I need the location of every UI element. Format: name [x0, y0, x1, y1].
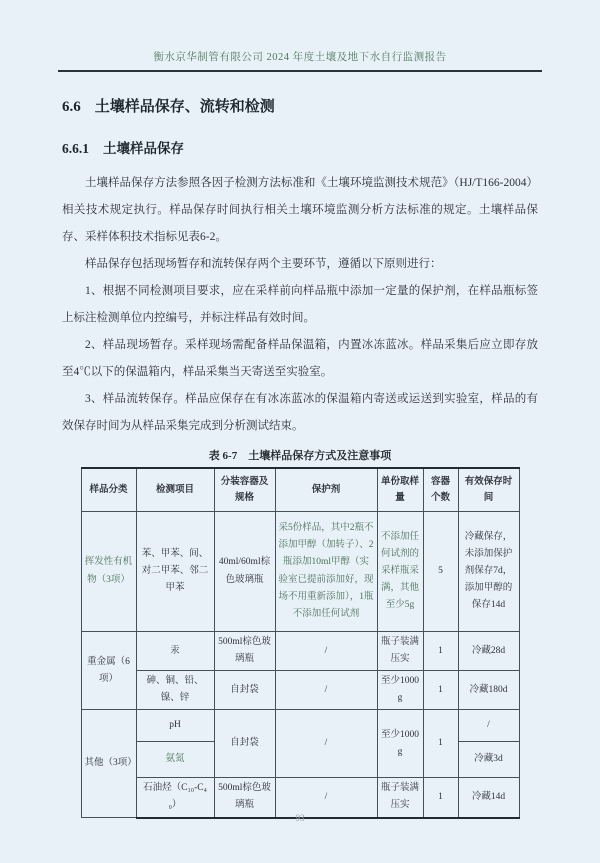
- paragraph-principles-intro: 样品保存包括现场暂存和流转保存两个主要环节，遵循以下原则进行：: [85, 258, 442, 270]
- storage-cell: 冷藏保存，未添加保护剂保存7d，添加甲醇的保存14d: [458, 512, 519, 632]
- storage-cell: 冷藏3d: [458, 742, 519, 778]
- amount-cell: 至少1000g: [377, 671, 423, 710]
- col-header-sample-class: 样品分类: [81, 468, 136, 512]
- protectant-cell: /: [275, 632, 377, 671]
- page-header: [58, 0, 542, 72]
- count-cell: 5: [423, 512, 458, 632]
- table-caption: 表 6-7 土壤样品保存方式及注意事项: [208, 450, 392, 462]
- amount-cell: 至少1000g: [377, 710, 423, 778]
- items-cell: 石油烃（C₁₀-C₄₀）: [136, 778, 214, 818]
- col-header-test-items: 检测项目: [136, 468, 214, 512]
- subsection-heading: [62, 137, 538, 157]
- count-cell: 1: [423, 632, 458, 671]
- container-cell: 500ml棕色玻璃瓶: [214, 778, 275, 818]
- col-header-protectant: 保护剂: [275, 468, 377, 512]
- paragraph-rule-2: 2、样品现场暂存。采样现场需配备样品保温箱，内置冰冻蓝冰。样品采集后应立即存放至4℃以下的保温箱内，样品采集当天寄送至实验室。: [62, 339, 538, 378]
- table-row-ph: [81, 710, 519, 742]
- paragraph-rule-3: 3、样品流转保存。样品应保存在有冰冻蓝冰的保温箱内寄送或运送到实验室，样品的有效保存时间为从样品采集完成到分析测试结束。: [62, 393, 538, 432]
- table-row-heavy-metals: [81, 671, 519, 710]
- subsection-title: 土壤样品保存: [103, 141, 184, 156]
- report-header-title: 衡水京华制管有限公司 2024 年度土壤及地下水自行监测报告: [153, 52, 447, 63]
- table-row-petroleum: [81, 778, 519, 818]
- protectant-cell: 采5份样品，其中2瓶不添加甲醇（加转子）、2瓶添加10ml甲醇（实验室已提前添加好，现场不用重新添加），1瓶不添加任何试剂: [275, 512, 377, 632]
- section-number: 6.6: [62, 99, 81, 115]
- page-number: 93: [295, 813, 305, 823]
- page-content: [62, 95, 538, 819]
- section-heading: [62, 95, 538, 116]
- storage-cell: 冷藏180d: [458, 671, 519, 710]
- count-cell: 1: [423, 710, 458, 778]
- col-header-container-count: 容器个数: [423, 468, 458, 512]
- items-cell: pH: [136, 710, 214, 742]
- protectant-cell: /: [275, 671, 377, 710]
- count-cell: 1: [423, 778, 458, 818]
- container-cell: 500ml棕色玻璃瓶: [214, 632, 275, 671]
- count-cell: 1: [423, 671, 458, 710]
- category-cell: 挥发性有机物（3项）: [81, 512, 136, 632]
- amount-cell: 不添加任何试剂的采样瓶采满，其他至少5g: [377, 512, 423, 632]
- container-cell: 自封袋: [214, 671, 275, 710]
- paragraph-method: 土壤样品保存方法参照各因子检测方法标准和《土壤环境监测技术规范》（HJ/T166-2004）相关技术规定执行。样品保存时间执行相关土壤环境监测分析方法标准的规定。土壤样品保存、采样体积技术指标见表6-2。: [62, 177, 538, 243]
- protectant-cell: /: [275, 710, 377, 778]
- col-header-storage-time: 有效保存时间: [458, 468, 519, 512]
- items-cell: 苯、甲苯、间、对二甲苯、邻二甲苯: [136, 512, 214, 632]
- section-title: 土壤样品保存、流转和检测: [94, 99, 275, 115]
- protectant-cell: /: [275, 778, 377, 818]
- table-row-voc: [81, 512, 519, 632]
- col-header-sample-amount: 单份取样量: [377, 468, 423, 512]
- storage-cell: /: [458, 710, 519, 742]
- items-cell: 汞: [136, 632, 214, 671]
- subsection-number: 6.6.1: [62, 141, 89, 156]
- table-row-mercury: [81, 632, 519, 671]
- category-cell: 其他（3项）: [81, 710, 136, 818]
- category-cell: 重金属（6项）: [81, 632, 136, 710]
- storage-cell: 冷藏14d: [458, 778, 519, 818]
- items-cell: 氨氮: [136, 742, 214, 778]
- storage-cell: 冷藏28d: [458, 632, 519, 671]
- amount-cell: 瓶子装满压实: [377, 632, 423, 671]
- container-cell: 40ml/60ml棕色玻璃瓶: [214, 512, 275, 632]
- paragraph-rule-1: 1、根据不同检测项目要求，应在采样前向样品瓶中添加一定量的保护剂，在样品瓶标签上标注检测单位内控编号，并标注样品有效时间。: [62, 285, 538, 324]
- container-cell: 自封袋: [214, 710, 275, 778]
- soil-sample-storage-table: [81, 467, 520, 819]
- col-header-container: 分装容器及规格: [214, 468, 275, 512]
- amount-cell: 瓶子装满压实: [377, 778, 423, 818]
- items-cell: 砷、铜、铅、镍、锌: [136, 671, 214, 710]
- table-header-row: [81, 468, 519, 512]
